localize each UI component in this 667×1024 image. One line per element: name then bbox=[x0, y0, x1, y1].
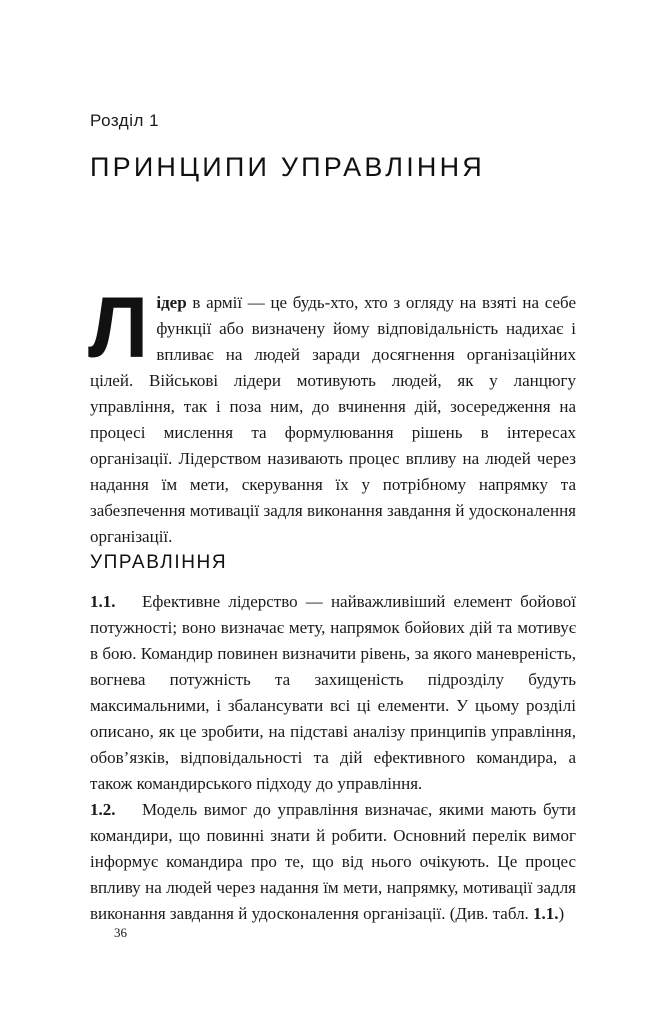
paragraph-number: 1.2. bbox=[90, 800, 116, 819]
paragraph-text: Модель вимог до управління визначає, якими мають бути командири, що повинні знати й робити. Основний перелік вимог інформує командира про те, що від нього очікують. Це процес впливу на людей через надання їм мети, напрямку, мотивації задля виконання завдання й удосконалення організації. (Див. табл. bbox=[90, 800, 576, 923]
intro-paragraph bbox=[88, 280, 576, 550]
page-number: 36 bbox=[114, 925, 127, 940]
paragraph-text: Ефективне лідерство — найважливіший елемент бойової потужності; воно визначає мету, напрямок бойових дій та мотивує в бою. Командир повинен визначити рівень, за якого маневреність, вогнева потужність та захищеність підрозділу будуть максимальними, і збалансувати всі ці елементи. У цьому розділі описано, як це зробити, на підставі аналізу принципів управління, обов’язків, відповідальності та дій ефективного командира, а також командирського підходу до управління. bbox=[90, 592, 576, 793]
drop-cap: Л bbox=[88, 280, 149, 376]
intro-text: в армії — це будь-хто, хто з огляду на взяті на себе функції або визначену йому відповідальність надихає і впливає на людей заради досягнення організаційних цілей. Військові лідери мотивують людей, як у ланцюгу управління, так і поза ним, до вчинення дій, зосередження на процесі мислення та формулювання рішень в інтересах організації. Лідерством називають процес впливу на людей через надання їм мети, скерування їх у потрібному напрямку та забезпечення мотивації задля виконання завдання й удосконалення організації. bbox=[90, 293, 576, 546]
numbered-paragraph bbox=[90, 797, 576, 927]
section-heading: УПРАВЛІННЯ bbox=[90, 552, 228, 573]
numbered-paragraph bbox=[90, 589, 576, 797]
numbered-paragraphs bbox=[90, 589, 576, 927]
paragraph-closing: ) bbox=[558, 904, 565, 923]
table-reference: 1.1. bbox=[533, 904, 559, 923]
intro-lead-word: ідер bbox=[156, 293, 187, 312]
chapter-label: Розділ 1 bbox=[90, 111, 160, 130]
paragraph-number: 1.1. bbox=[90, 592, 116, 611]
book-page bbox=[90, 0, 576, 1024]
chapter-title: ПРИНЦИПИ УПРАВЛІННЯ bbox=[90, 152, 486, 182]
